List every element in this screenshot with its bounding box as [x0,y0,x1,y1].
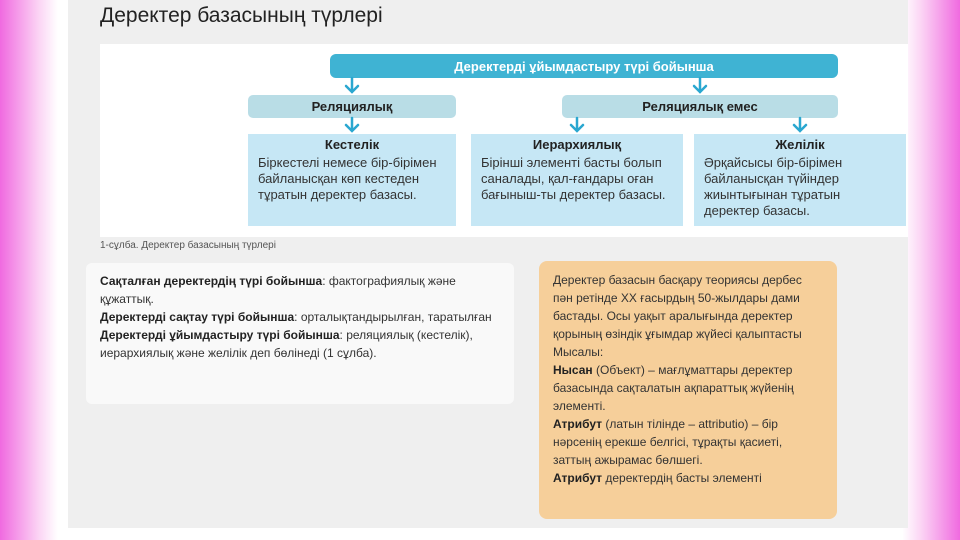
classification-item [100,326,500,362]
item-bold: Сақталған деректердің түрі бойынша [100,274,323,288]
arrow-down-icon [794,118,806,131]
arrow-down-icon [346,78,358,92]
box-title: Иерархиялық [532,137,622,152]
theory-intro: Деректер базасын басқару теориясы дербес пән ретінде XX ғасырдың 50-жылдары дами бастады. Осы уақыт аралығында деректер қорының өзіндік ұғымдар жүйесі қалыптасты Мысалы: [553,273,802,359]
diagram-caption: 1-сұлба. Деректер базасының түрлері [100,240,276,251]
item-text: : орталықтандырылған, таратылған [294,310,492,324]
item-bold: Нысан [553,363,593,377]
item-bold: Деректерді ұйымдастыру түрі бойынша [100,328,340,342]
arrow-down-icon [694,78,706,92]
arrow-down-icon [571,118,583,131]
diagram-non-relational-node: Реляциялық емес [562,95,838,118]
arrow-down-icon [346,118,358,131]
types-diagram [100,44,908,237]
box-title: Желілік [775,137,825,152]
theory-item [553,361,823,415]
item-text: (Объект) – мағлұматтары деректер базасында сақталатын ақпараттық жүйенің элементі. [553,363,794,413]
box-title: Кестелік [324,137,380,152]
item-bold: Атрибут [553,471,603,485]
slide [68,0,908,528]
diagram-arrows [100,44,908,237]
box-text: Біркестелі немесе бір-бірімен байланысқан көп кестеден тұратын деректер базасы. [258,155,437,202]
item-text: : реляциялық (кестелік), иерархиялық және желілік деп бөлінеді (1 сұлба). [100,328,473,360]
diagram-relational-node: Реляциялық [248,95,456,118]
item-text: (латын тілінде – attributio) – бір нәрсенің ерекше белгісі, тұрақты қасиеті, заттың ажырамас бөлшегі. [553,417,783,467]
theory-item [553,469,823,487]
slide-title: Деректер базасының түрлері [100,4,383,27]
item-bold: Атрибут [553,417,603,431]
item-bold: Деректерді сақтау түрі бойынша [100,310,295,324]
box-text: Бірінші элементі басты болып саналады, қал-ғандары оған бағыныш-ты деректер базасы. [481,155,666,202]
item-text: : фактографиялық және құжаттық. [100,274,456,306]
item-text: деректердің басты элементі [602,471,762,485]
box-text: Әрқайсысы бір-бірімен байланысқан түйіндер жиынтығынан тұратын деректер базасы. [704,155,843,218]
theory-item [553,415,823,469]
classification-item [100,308,500,326]
theory-card [539,261,837,519]
classification-card [86,263,514,404]
classification-item [100,272,500,308]
diagram-top-node: Деректерді ұйымдастыру түрі бойынша [330,54,838,78]
